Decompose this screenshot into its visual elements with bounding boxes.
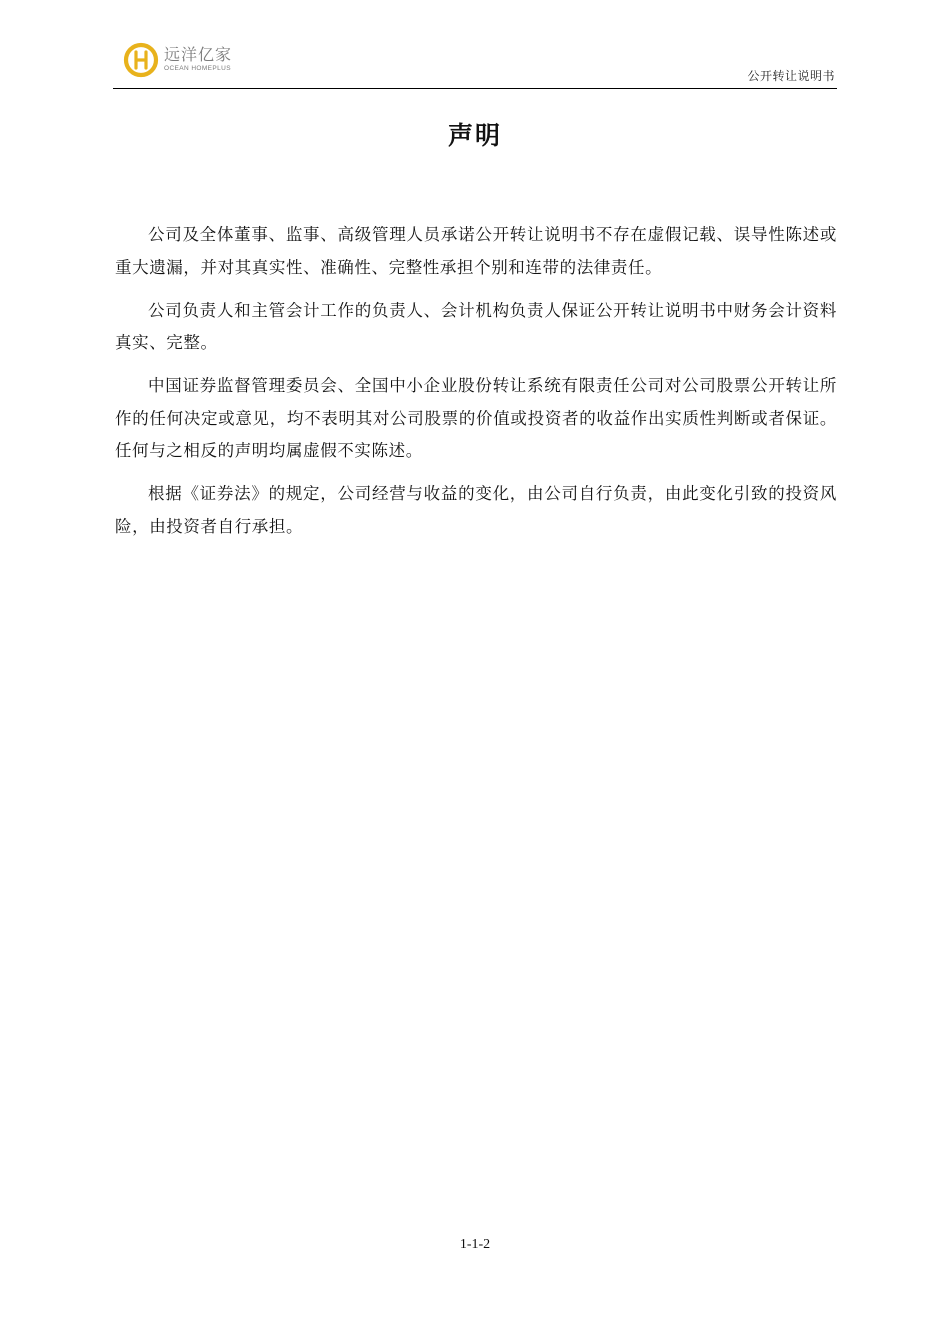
declaration-paragraph-2: 公司负责人和主管会计工作的负责人、会计机构负责人保证公开转让说明书中财务会计资料真实、完整。 [115, 300, 837, 352]
declaration-paragraph-1: 公司及全体董事、监事、高级管理人员承诺公开转让说明书不存在虚假记载、误导性陈述或重大遗漏，并对其真实性、准确性、完整性承担个别和连带的法律责任。 [115, 225, 837, 277]
logo-wordmark [164, 46, 232, 74]
declaration-paragraph-4: 根据《证券法》的规定，公司经营与收益的变化，由公司自行负责，由此变化引致的投资风险，由投资者自行承担。 [115, 484, 837, 536]
logo-english-name: OCEAN HOMEPLUS [164, 65, 232, 72]
ocean-homeplus-logo-icon [123, 42, 159, 78]
page-header [113, 38, 837, 90]
company-logo [123, 42, 232, 78]
declaration-paragraph-3: 中国证券监督管理委员会、全国中小企业股份转让系统有限责任公司对公司股票公开转让所作的任何决定或意见，均不表明其对公司股票的价值或投资者的收益作出实质性判断或者保证。任何与之相反的声明均属虚假不实陈述。 [115, 376, 837, 460]
page-number: 1-1-2 [459, 1237, 491, 1252]
declaration-body [115, 219, 837, 554]
header-divider [113, 88, 837, 89]
page-title: 声明 [447, 121, 502, 150]
logo-chinese-name: 远洋亿家 [164, 45, 233, 64]
document-title-header: 公开转让说明书 [747, 69, 835, 83]
